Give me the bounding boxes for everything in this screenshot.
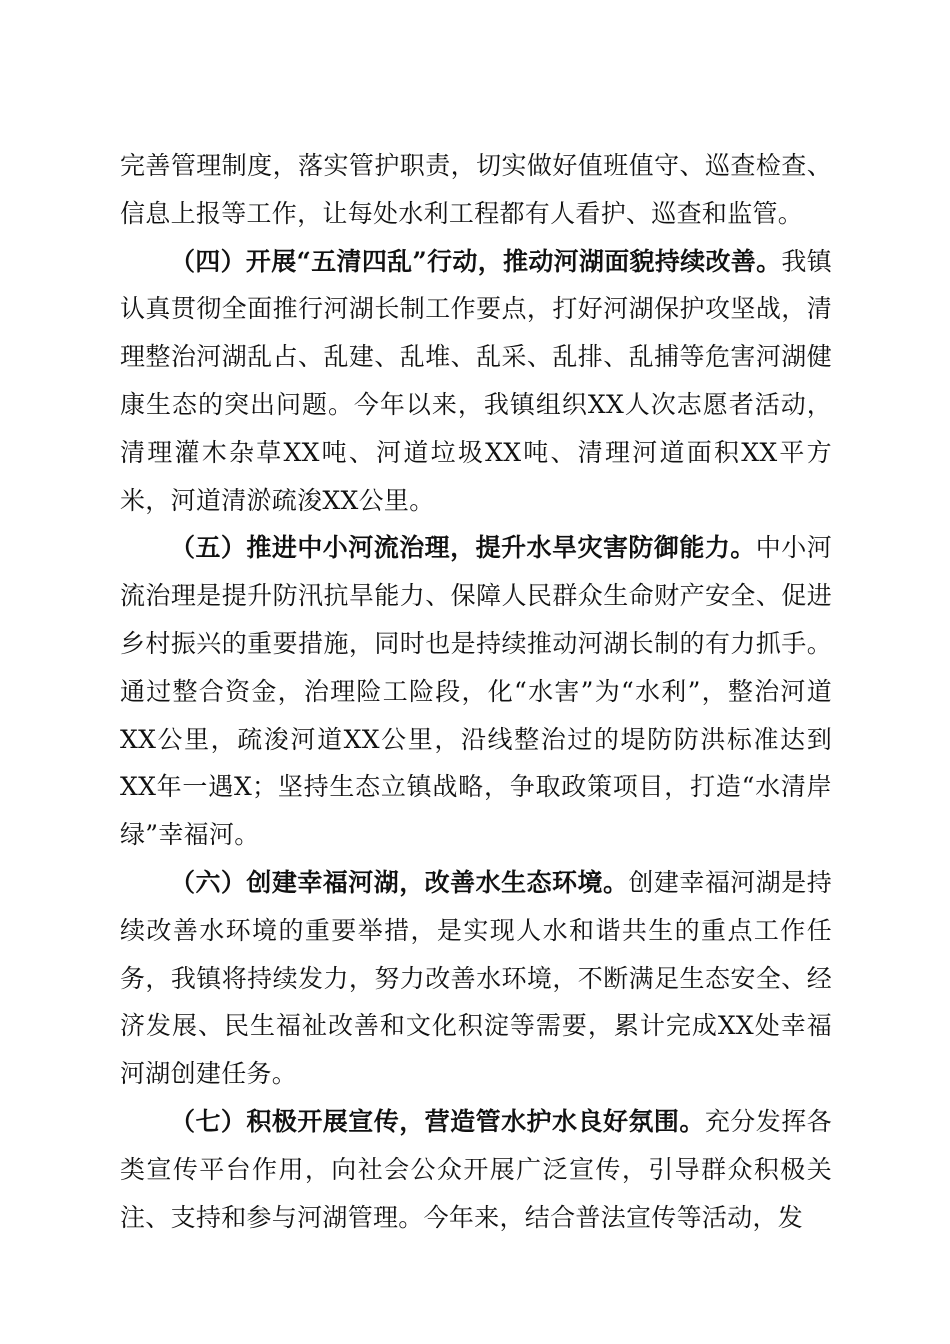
document-body xyxy=(120,142,832,1241)
paragraph-body: 充分发挥各类宣传平台作用，向社会公众开展广泛宣传，引导群众积极关注、支持和参与河湖管理。今年来，结合普法宣传等活动，发 xyxy=(120,1106,832,1232)
section-heading: （四）开展“五清四乱”行动，推动河湖面貌持续改善。 xyxy=(170,246,782,276)
section-heading: （七）积极开展宣传，营造管水护水良好氛围。 xyxy=(170,1106,705,1136)
paragraph-body: 我镇认真贯彻全面推行河湖长制工作要点，打好河湖保护攻坚战，清理整治河湖乱占、乱建、乱堆、乱采、乱排、乱捕等危害河湖健康生态的突出问题。今年以来，我镇组织XX人次志愿者活动，清理灌木杂草XX吨、河道垃圾XX吨、清理河道面积XX平方米，河道清淤疏浚XX公里。 xyxy=(120,246,832,515)
paragraph-section-4 xyxy=(120,238,832,525)
paragraph-continuation xyxy=(120,142,832,238)
paragraph-section-6 xyxy=(120,859,832,1098)
paragraph-section-5 xyxy=(120,524,832,859)
paragraph-section-7 xyxy=(120,1098,832,1241)
section-heading: （六）创建幸福河湖，改善水生态环境。 xyxy=(170,867,629,897)
paragraph-body: 创建幸福河湖是持续改善水环境的重要举措，是实现人水和谐共生的重点工作任务，我镇将持续发力，努力改善水环境，不断满足生态安全、经济发展、民生福祉改善和文化积淀等需要，累计完成XX处幸福河湖创建任务。 xyxy=(120,867,832,1089)
section-heading: （五）推进中小河流治理，提升水旱灾害防御能力。 xyxy=(170,533,756,563)
paragraph-body: 中小河流治理是提升防汛抗旱能力、保障人民群众生命财产安全、促进乡村振兴的重要措施，同时也是持续推动河湖长制的有力抓手。通过整合资金，治理险工险段，化“水害”为“水利”，整治河道XX公里，疏浚河道XX公里，沿线整治过的堤防防洪标准达到XX年一遇X；坚持生态立镇战略，争取政策项目，打造“水清岸绿”幸福河。 xyxy=(120,533,833,850)
paragraph-body: 完善管理制度，落实管护职责，切实做好值班值守、巡查检查、信息上报等工作，让每处水利工程都有人看护、巡查和监管。 xyxy=(120,151,832,228)
